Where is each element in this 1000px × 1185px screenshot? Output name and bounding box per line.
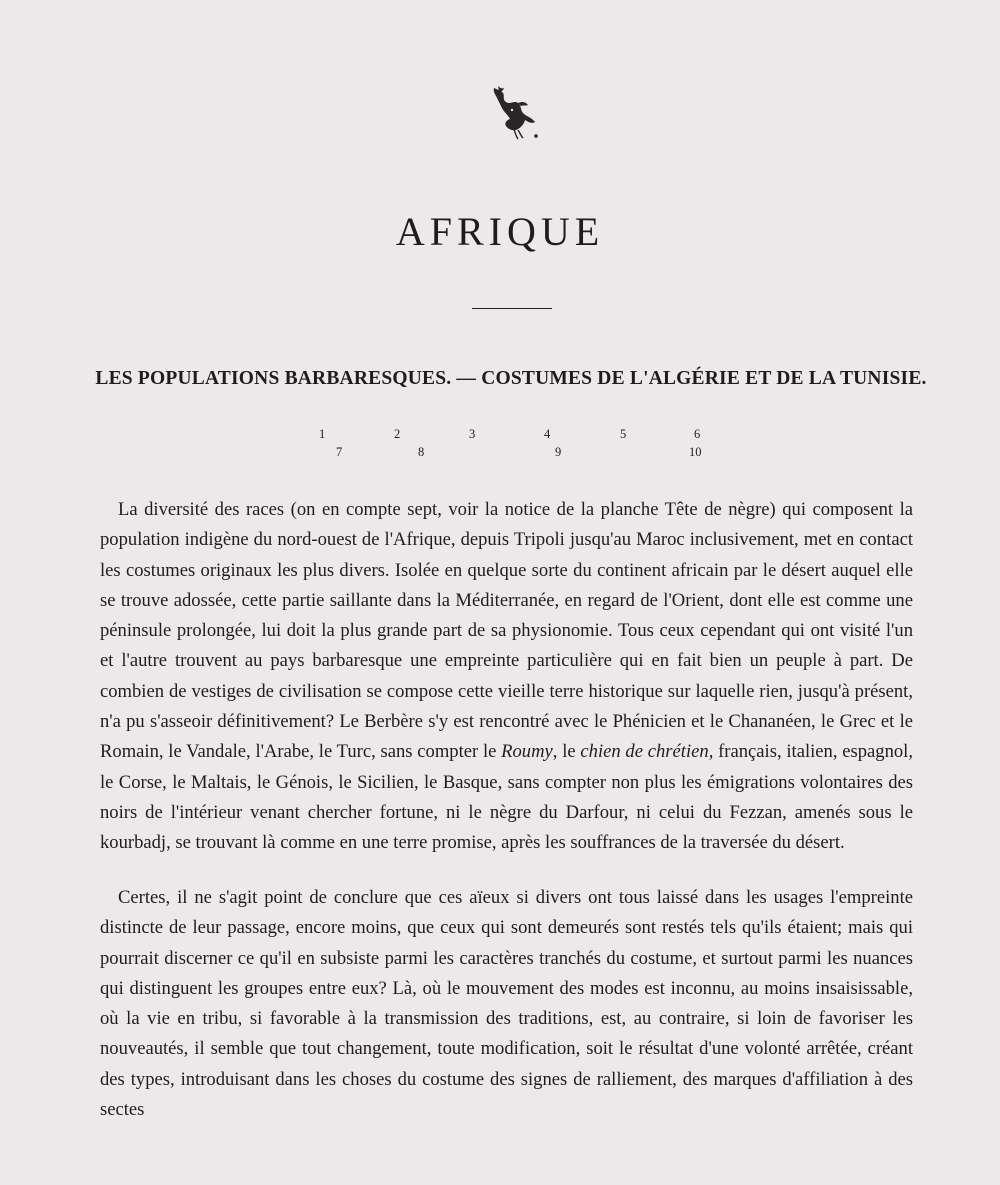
body-paragraph-2: Certes, il ne s'agit point de conclure que ces aïeux si divers ont tous laissé dans les usages l'empreinte distincte de leur passage, encore moins, que ceux qui sont demeurés sont restés tels qu'ils étaient; mais qui pourrait discerner ce qu'il en subsiste parmi les caractères tranchés du costume, et surtout parmi les nuances qui distinguent les groupes entre eux? Là, où le mouvement des modes est inconnu, au moins insaisissable, où la vie en tribu, si favorable à la transmission des traditions, est, au contraire, si loin de favoriser les nouveautés, il semble que tout changement, toute modification, soit le résultat d'une volonté arrêtée, créant des types, introduisant dans les choses du costume des signes de ralliement, des marques d'affiliation à des sectes — [100, 887, 913, 1121]
figure-number: 9 — [555, 445, 562, 459]
figure-number: 8 — [418, 445, 425, 459]
pelican-ornament-icon — [488, 84, 540, 142]
italic-term: chien de chrétien — [580, 741, 709, 763]
figure-number: 7 — [336, 445, 343, 459]
title-divider — [472, 308, 552, 309]
figure-number: 6 — [694, 427, 701, 441]
figure-number: 1 — [319, 427, 326, 441]
page-title: AFRIQUE — [395, 209, 605, 254]
paragraph-text: La diversité des races (on en compte sept, voir la notice de la planche Tête de nègre) qui composent la population indigène du nord-ouest de l'Afrique, depuis Tripoli jusqu'au Maroc inclusivement, met en contact les costumes originaux les plus divers. Isolée en quelque sorte du continent africain par le désert auquel elle se trouve adossée, cette partie saillante dans la Méditerranée, en regard de l'Orient, dont elle est comme une péninsule prolongée, lui doit la plus grande part de sa physionomie. Tous ceux cependant qui ont visité l'un et l'autre trouvent au pays barbaresque une empreinte particulière qui en fait bien un peuple à part. De combien de vestiges de civilisation se compose cette vieille terre historique sur laquelle rien, jusqu'à présent, n'a pu s'asseoir définitivement? Le Berbère s'y est rencontré avec le Phénicien et le Chananéen, le Grec et le Romain, le Vandale, l'Arabe, le Turc, sans compter le — [100, 499, 913, 763]
body-paragraph-1 — [100, 495, 913, 859]
figure-number: 10 — [689, 445, 702, 459]
figure-number: 5 — [620, 427, 627, 441]
paragraph-text: , le — [552, 741, 581, 763]
italic-term: Roumy — [501, 741, 553, 763]
paragraph-text: , français, italien, espagnol, le Corse, le Maltais, le Génois, le Sicilien, le Basque, sans compter non plus les émigrations volontaires des noirs de l'intérieur venant chercher fortune, ni le nègre du Darfour, ni celui du Fezzan, amenés sous le kourbadj, se trouvant là comme en une terre promise, après les souffrances de la traversée du désert. — [100, 741, 913, 854]
section-subtitle: LES POPULATIONS BARBARESQUES. — COSTUMES DE L'ALGÉRIE ET DE LA TUNISIE. — [95, 368, 927, 389]
figure-number: 2 — [394, 427, 401, 441]
figure-number: 3 — [469, 427, 476, 441]
figure-number: 4 — [544, 427, 551, 441]
